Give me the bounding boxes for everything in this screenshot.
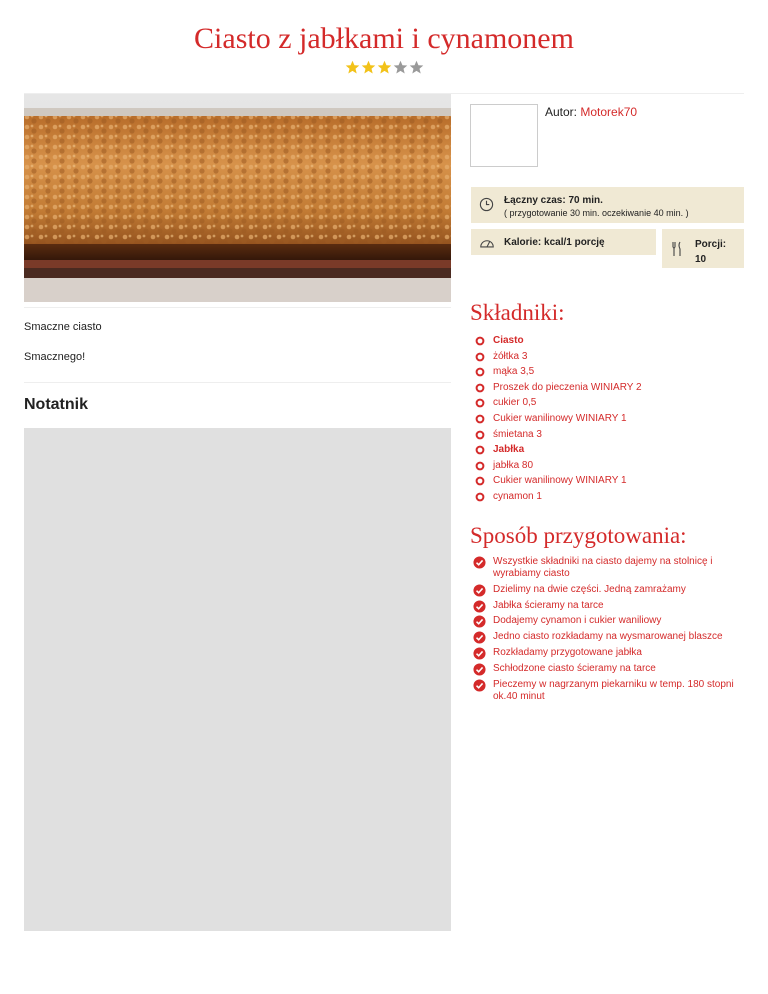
check-circle-icon bbox=[473, 631, 486, 644]
ingredient-group bbox=[475, 442, 642, 458]
total-time-box bbox=[471, 187, 744, 223]
servings-value: 10 bbox=[695, 254, 707, 265]
divider bbox=[24, 382, 451, 383]
preparation-heading: Sposób przygotowania: bbox=[470, 523, 687, 548]
author-avatar[interactable] bbox=[470, 104, 538, 167]
ring-bullet-icon bbox=[475, 414, 485, 424]
ring-bullet-icon bbox=[475, 367, 485, 377]
ingredient-text: Cukier wanilinowy WINIARY 1 bbox=[493, 412, 627, 424]
author-label: Autor: bbox=[545, 105, 578, 119]
calories: Kalorie: kcal/1 porcję bbox=[504, 237, 605, 248]
notes-area[interactable] bbox=[24, 428, 451, 931]
calories-box bbox=[471, 229, 656, 255]
ring-bullet-icon bbox=[475, 461, 485, 471]
steps-list bbox=[473, 556, 743, 706]
ingredient-text: cynamon 1 bbox=[493, 490, 542, 502]
step-item bbox=[473, 556, 743, 580]
ingredient-item bbox=[475, 349, 642, 365]
gauge-icon bbox=[479, 236, 495, 252]
clock-icon bbox=[479, 197, 494, 215]
notes-title: Notatnik bbox=[24, 396, 88, 413]
ring-bullet-icon bbox=[475, 398, 485, 408]
check-circle-icon bbox=[473, 584, 486, 597]
step-text: Jabłka ścieramy na tarce bbox=[493, 599, 604, 611]
step-item bbox=[473, 584, 743, 596]
ingredient-text: Jabłka bbox=[493, 444, 525, 456]
ingredient-text: śmietana 3 bbox=[493, 428, 542, 440]
ingredient-text: cukier 0,5 bbox=[493, 397, 537, 409]
description-line: Smaczne ciasto bbox=[24, 321, 102, 333]
step-text: Jedno ciasto rozkładamy na wysmarowanej blaszce bbox=[493, 631, 723, 643]
step-text: Pieczemy w nagrzanym piekarniku w temp. 180 stopni ok.40 minut bbox=[493, 678, 734, 702]
recipe-photo bbox=[24, 94, 451, 302]
ring-bullet-icon bbox=[475, 476, 485, 486]
step-text: Dodajemy cynamon i cukier waniliowy bbox=[493, 615, 662, 627]
ingredient-item bbox=[475, 473, 642, 489]
ingredient-text: żółtka 3 bbox=[493, 350, 528, 362]
ingredient-text: Proszek do pieczenia WINIARY 2 bbox=[493, 381, 642, 393]
ingredient-item bbox=[475, 411, 642, 427]
ingredient-text: Ciasto bbox=[493, 335, 524, 346]
star-icon[interactable] bbox=[409, 60, 424, 75]
ingredient-item bbox=[475, 458, 642, 474]
time-detail: ( przygotowanie 30 min. oczekiwanie 40 min. ) bbox=[504, 208, 689, 218]
check-circle-icon bbox=[473, 679, 486, 692]
author-link[interactable]: Motorek70 bbox=[580, 105, 638, 119]
ring-bullet-icon bbox=[475, 383, 485, 393]
ingredient-item bbox=[475, 427, 642, 443]
step-text: Schłodzone ciasto ścieramy na tarce bbox=[493, 662, 656, 674]
star-icon[interactable] bbox=[361, 60, 376, 75]
author-line bbox=[545, 105, 637, 119]
check-circle-icon bbox=[473, 663, 486, 676]
ingredient-item bbox=[475, 364, 642, 380]
total-time: Łączny czas: 70 min. bbox=[504, 195, 603, 206]
servings bbox=[695, 237, 726, 267]
ingredients-list bbox=[475, 333, 642, 505]
step-item bbox=[473, 600, 743, 612]
step-item bbox=[473, 647, 743, 659]
ring-bullet-icon bbox=[475, 492, 485, 502]
description-line: Smacznego! bbox=[24, 351, 86, 363]
star-icon[interactable] bbox=[377, 60, 392, 75]
cake-photo-icon bbox=[24, 94, 451, 302]
divider bbox=[24, 307, 451, 308]
ring-bullet-icon bbox=[475, 336, 485, 346]
cutlery-icon bbox=[671, 241, 683, 260]
check-circle-icon bbox=[473, 647, 486, 660]
check-circle-icon bbox=[473, 615, 486, 628]
ingredient-text: jabłka 80 bbox=[493, 459, 534, 471]
ingredient-item bbox=[475, 395, 642, 411]
recipe-title: Ciasto z jabłkami i cynamonem bbox=[194, 22, 574, 55]
ring-bullet-icon bbox=[475, 352, 485, 362]
ingredients-heading: Składniki: bbox=[470, 300, 565, 325]
check-circle-icon bbox=[473, 600, 486, 613]
step-item bbox=[473, 615, 743, 627]
step-item bbox=[473, 679, 743, 703]
ingredient-item bbox=[475, 380, 642, 396]
servings-box bbox=[662, 229, 744, 268]
servings-label: Porcji: bbox=[695, 239, 727, 250]
step-item bbox=[473, 631, 743, 643]
rating-stars[interactable] bbox=[0, 60, 768, 80]
star-icon[interactable] bbox=[393, 60, 408, 75]
ring-bullet-icon bbox=[475, 445, 485, 455]
step-text: Dzielimy na dwie części. Jedną zamrażamy bbox=[493, 583, 686, 595]
check-circle-icon bbox=[473, 556, 486, 569]
ingredient-text: Cukier wanilinowy WINIARY 1 bbox=[493, 475, 627, 487]
step-text: Rozkładamy przygotowane jabłka bbox=[493, 646, 642, 658]
ingredient-group bbox=[475, 333, 642, 349]
ingredient-item bbox=[475, 489, 642, 505]
ingredient-text: mąka 3,5 bbox=[493, 366, 535, 378]
step-text: Wszystkie składniki na ciasto dajemy na stolnicę i wyrabiamy ciasto bbox=[493, 556, 713, 579]
step-item bbox=[473, 663, 743, 675]
ring-bullet-icon bbox=[475, 430, 485, 440]
star-icon[interactable] bbox=[345, 60, 360, 75]
